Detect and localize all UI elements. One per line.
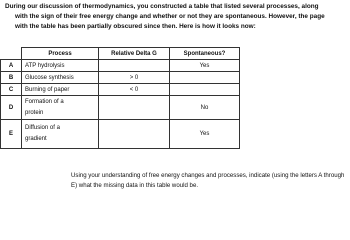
spontaneous-cell: No (170, 96, 240, 120)
thermodynamics-table (0, 47, 240, 149)
process-cell: ATP hydrolysis (22, 60, 99, 72)
intro-line-1: During our discussion of thermodynamics, you constructed a table that listed several processes, along (5, 3, 319, 10)
process-line-2: protein (25, 109, 44, 116)
delta-g-cell: < 0 (99, 84, 170, 96)
header-delta-g: Relative Delta G (99, 48, 170, 60)
intro-line-2: with the sign of their free energy change and whether or not they are spontaneous. However, the page (15, 13, 325, 21)
process-line-1: Diffusion of a (25, 125, 60, 131)
process-cell (22, 96, 99, 120)
row-letter: C (1, 84, 22, 96)
row-letter: B (1, 72, 22, 84)
row-letter: D (1, 96, 22, 120)
intro-line-3: with the table has been partially obscured since then. Here is how it looks now: (15, 23, 256, 31)
table-row (1, 72, 240, 84)
table-row (1, 60, 240, 72)
header-blank-cell (1, 48, 22, 60)
delta-g-cell (99, 96, 170, 120)
process-line-2: gradient (25, 136, 47, 142)
process-cell (22, 120, 99, 149)
delta-g-cell: > 0 (99, 72, 170, 84)
process-cell: Glucose synthesis (22, 72, 99, 84)
row-letter: E (1, 120, 22, 149)
table-header-row (1, 48, 240, 60)
table-row (1, 120, 240, 149)
table-row (1, 84, 240, 96)
question-paragraph: Using your understanding of free energy changes and processes, indicate (using the letters A through E) what the missing data in this table would be. (71, 172, 345, 189)
process-cell: Burning of paper (22, 84, 99, 96)
table-row (1, 96, 240, 120)
spontaneous-cell (170, 84, 240, 96)
row-letter: A (1, 60, 22, 72)
spontaneous-cell: Yes (170, 60, 240, 72)
intro-paragraph (5, 2, 349, 33)
header-process: Process (22, 48, 99, 60)
process-line-1: Formation of a (25, 98, 64, 105)
delta-g-cell (99, 120, 170, 149)
delta-g-cell (99, 60, 170, 72)
header-spontaneous: Spontaneous? (170, 48, 240, 60)
spontaneous-cell (170, 72, 240, 84)
spontaneous-cell: Yes (170, 120, 240, 149)
